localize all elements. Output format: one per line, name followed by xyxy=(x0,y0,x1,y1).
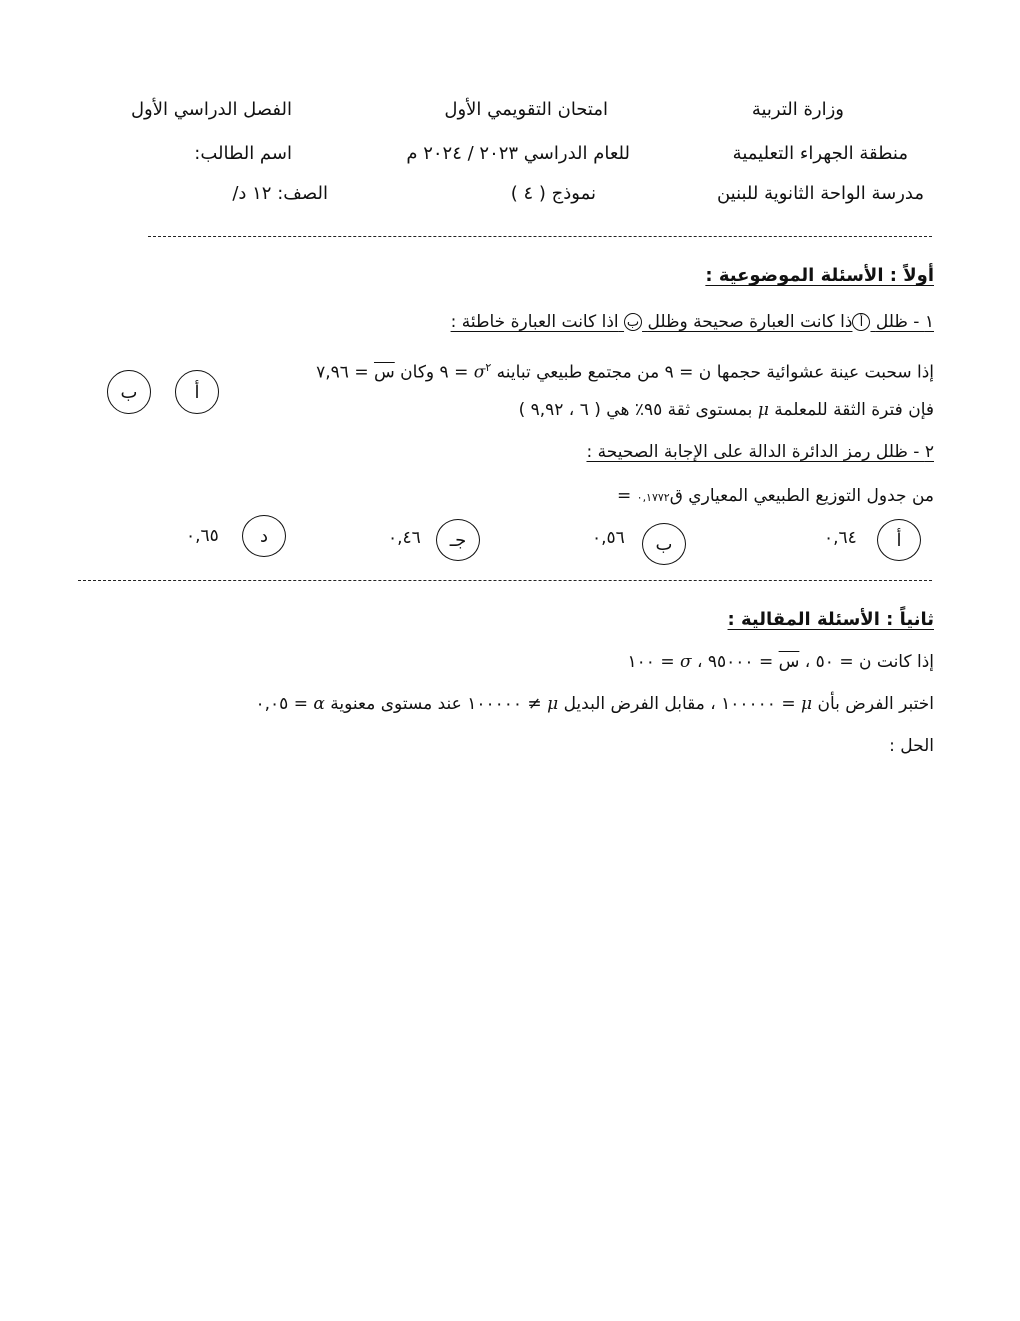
grade-label: الصف: ١٢ د/ xyxy=(232,183,328,204)
q1-stmt1-part-b: = ٩ وكان xyxy=(400,362,469,383)
q1-stmt2-part-a: فإن فترة الثقة للمعلمة xyxy=(774,400,934,420)
instruction-circle-a: أ xyxy=(852,313,870,331)
essay-line1-part-b: = ٩٥٠٠٠ ، xyxy=(697,652,774,672)
solution-label: الحل : xyxy=(889,736,934,756)
q2-question-subscript: ٠,١٧٧٢ xyxy=(636,491,670,504)
model-number: نموذج ( ٤ ) xyxy=(510,183,596,204)
option-c-value: ٠,٤٦ xyxy=(388,528,421,548)
mu-symbol: μ xyxy=(757,400,769,420)
option-b-value: ٠,٥٦ xyxy=(592,528,625,548)
q1-statement-line1 xyxy=(316,356,934,385)
exam-title: امتحان التقويمي الأول xyxy=(444,99,608,120)
essay-line2-part-d: = ٠,٠٥ xyxy=(255,694,308,714)
divider-middle xyxy=(78,580,932,581)
essay-line2-part-b: = ١٠٠٠٠٠ ، مقابل الفرض البديل xyxy=(563,694,796,714)
ministry-label: وزارة التربية xyxy=(751,99,844,120)
q1-instruction-part-b: ذا كانت العبارة صحيحة وظلل xyxy=(647,312,853,332)
choice-false-circle[interactable]: ب xyxy=(107,370,151,414)
q1-stmt2-part-b: بمستوى ثقة ٩٥٪ هي ( ٦ ، ٩,٩٢ ) xyxy=(518,400,753,420)
option-d-value: ٠,٦٥ xyxy=(186,526,219,546)
essay-sigma-symbol: σ xyxy=(679,652,692,672)
q1-instruction xyxy=(451,310,934,334)
option-b-circle[interactable]: ب xyxy=(642,523,686,565)
q1-instruction-part-c: اذا كانت العبارة خاطئة : xyxy=(450,312,619,332)
essay-line2 xyxy=(256,692,934,716)
choice-true-circle[interactable]: أ xyxy=(175,370,219,414)
sample-mean-symbol: س xyxy=(373,362,395,383)
section1-title: أولاً : الأسئلة الموضوعية : xyxy=(705,265,934,286)
essay-line1 xyxy=(628,650,934,674)
q2-question-part-a: من جدول التوزيع الطبيعي المعياري ق xyxy=(669,486,934,506)
q1-stmt1-part-a: إذا سحبت عينة عشوائية حجمها ن = ٩ من مجتمع طبيعي تباينه xyxy=(496,362,934,383)
sigma-square-exponent: ٢ xyxy=(485,361,492,374)
essay-mu-symbol-1: μ xyxy=(801,694,813,714)
semester-label: الفصل الدراسي الأول xyxy=(130,99,292,120)
essay-line1-part-a: إذا كانت ن = ٥٠ ، xyxy=(804,652,934,672)
q1-stmt1-part-c: = ٧,٩٦ xyxy=(316,362,369,383)
essay-sample-mean-symbol: س xyxy=(778,652,800,672)
school-name: مدرسة الواحة الثانوية للبنين xyxy=(716,183,924,204)
student-name-label: اسم الطالب: xyxy=(194,143,292,164)
instruction-circle-b: ب xyxy=(624,313,642,331)
academic-year: للعام الدراسي ٢٠٢٣ / ٢٠٢٤ م xyxy=(406,143,630,164)
q2-question-part-b: = xyxy=(617,486,632,506)
option-c-circle[interactable]: جـ xyxy=(436,519,480,561)
section2-title: ثانياً : الأسئلة المقالية : xyxy=(727,609,934,630)
q1-instruction-part-a: ١ - ظلل xyxy=(875,312,934,332)
region-label: منطقة الجهراء التعليمية xyxy=(732,143,908,164)
essay-mu-symbol-2: μ xyxy=(547,694,559,714)
option-a-circle[interactable]: أ xyxy=(877,519,921,561)
q2-question xyxy=(617,484,934,510)
essay-line2-part-c: ≠ ١٠٠٠٠٠ عند مستوى معنوية xyxy=(330,694,542,714)
divider-top xyxy=(148,236,932,237)
option-a-value: ٠,٦٤ xyxy=(824,528,857,548)
essay-line1-part-c: = ١٠٠ xyxy=(627,652,675,672)
essay-line2-part-a: اختبر الفرض بأن xyxy=(817,694,934,714)
sigma-symbol: σ xyxy=(473,362,486,383)
alpha-symbol: α xyxy=(313,694,325,714)
q1-statement-line2 xyxy=(519,398,934,422)
option-d-circle[interactable]: د xyxy=(242,515,286,557)
q2-instruction: ٢ - ظلل رمز الدائرة الدالة على الإجابة الصحيحة : xyxy=(586,442,934,462)
